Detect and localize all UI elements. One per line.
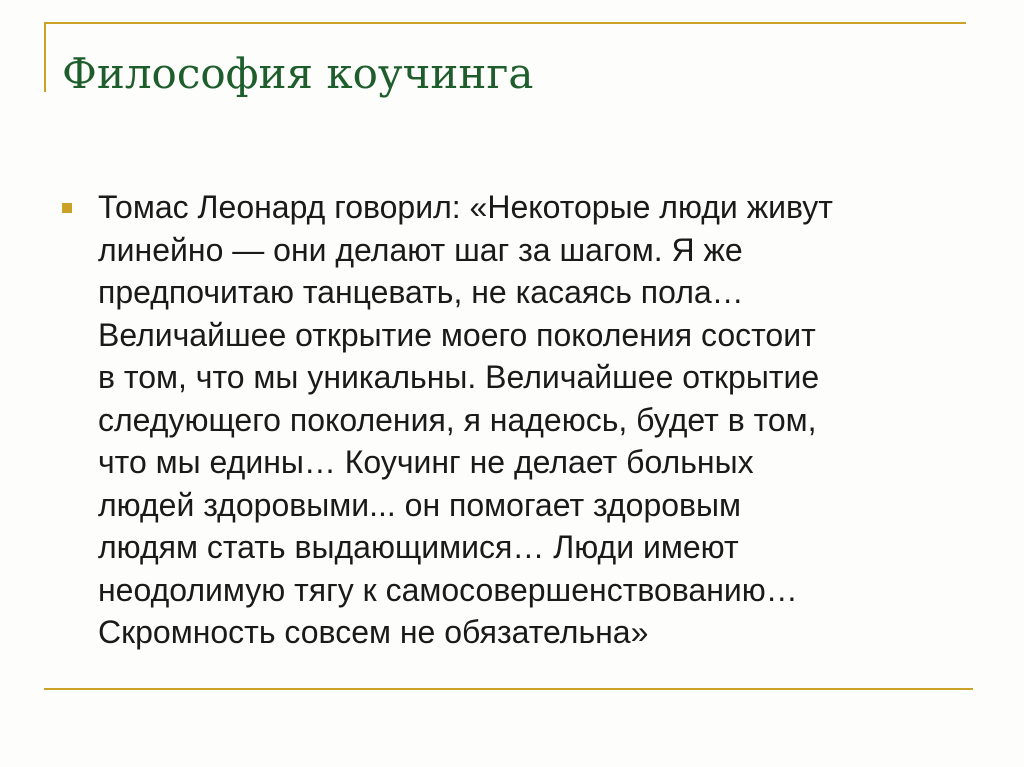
quote-line: Скромность совсем не обязательна» xyxy=(98,614,649,650)
quote-line: неодолимую тягу к самосовершенствованию… xyxy=(98,571,798,608)
quote-line: Величайшее открытие моего поколения состоит xyxy=(98,316,816,353)
quote-line: что мы едины… Коучинг не делает больных xyxy=(98,444,754,480)
slide-title: Философия коучинга xyxy=(62,49,534,98)
quote-line: людей здоровыми... он помогает здоровым xyxy=(98,486,742,523)
slide-content xyxy=(62,186,962,654)
top-rule xyxy=(44,22,966,24)
square-bullet-icon xyxy=(62,203,72,213)
quote-line: следующего поколения, я надеюсь, будет в том, xyxy=(98,401,817,438)
quote-line: в том, что мы уникальны. Величайшее открытие xyxy=(98,359,820,395)
quote-line: предпочитаю танцевать, не касаясь пола… xyxy=(98,274,744,310)
quote-line: Томас Леонард говорил: «Некоторые люди живут xyxy=(98,189,833,225)
left-rule xyxy=(44,22,46,92)
bullet-text xyxy=(98,186,958,654)
bottom-rule xyxy=(44,688,973,690)
quote-line: людям стать выдающимися… Люди имеют xyxy=(98,529,739,565)
bullet-item xyxy=(62,186,962,654)
quote-line: линейно — они делают шаг за шагом. Я же xyxy=(98,231,743,268)
